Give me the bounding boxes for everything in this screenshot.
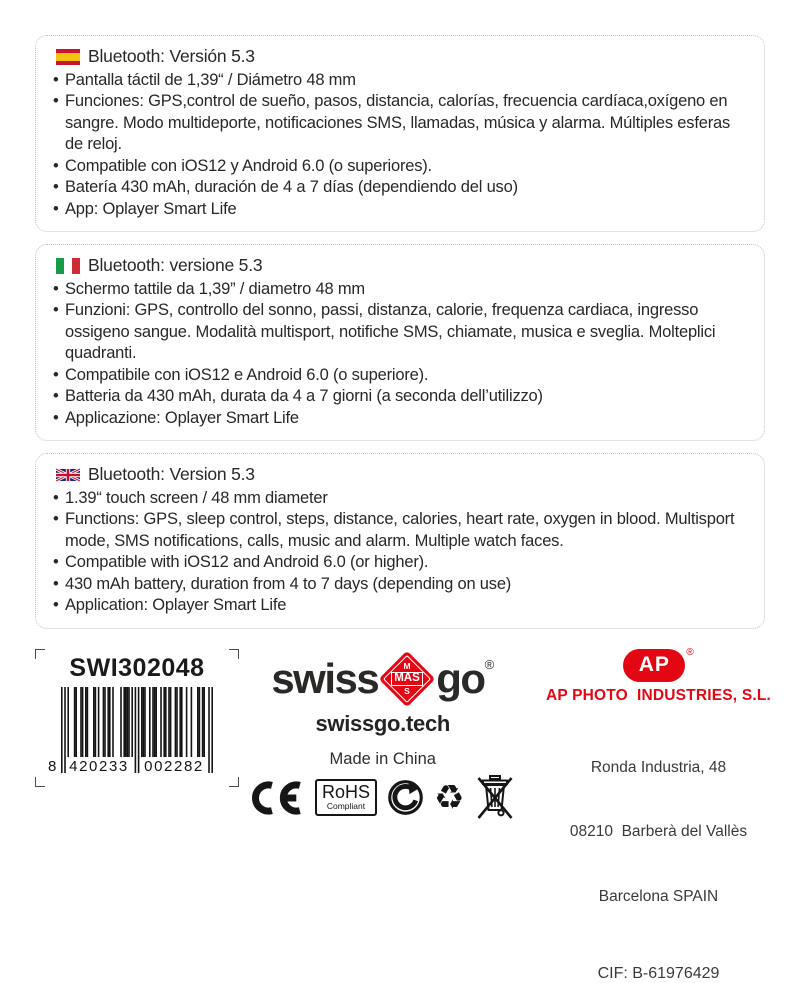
registered-mark: ® bbox=[485, 657, 495, 672]
sku-code: SWI302048 bbox=[43, 654, 231, 683]
spec-list bbox=[52, 70, 748, 221]
spec-bullet: • Schermo tattile da 1,39” / diametro 48 mm bbox=[52, 279, 748, 301]
spec-box-english bbox=[35, 453, 765, 629]
swissgo-domain: swissgo.tech bbox=[315, 711, 450, 737]
spec-bullet: • Compatibile con iOS12 e Android 6.0 (o superiore). bbox=[52, 365, 748, 387]
ap-logo bbox=[515, 649, 800, 682]
made-in-china-text: Made in China bbox=[330, 750, 436, 769]
spec-box-spanish bbox=[35, 35, 765, 232]
spec-bullet: • Batteria da 430 mAh, durata da 4 a 7 giorni (a seconda dell’utilizzo) bbox=[52, 386, 748, 408]
certification-icons bbox=[251, 774, 515, 822]
company-address bbox=[515, 715, 800, 950]
company-column bbox=[515, 649, 800, 983]
spec-bullet: • Application: Oplayer Smart Life bbox=[52, 595, 748, 617]
spec-header-english bbox=[56, 464, 748, 486]
spec-title: Bluetooth: Version 5.3 bbox=[88, 464, 255, 486]
uk-flag-icon bbox=[56, 467, 80, 483]
spec-header-italian bbox=[56, 255, 748, 277]
ce-mark-icon bbox=[251, 779, 305, 817]
spec-bullet: • Funciones: GPS,control de sueño, pasos, distancia, calorías, frecuencia cardíaca,oxígeno en sangre. Modo multideporte, notificaciones SMS, llamadas, música y alarma. Múltiples esferas de reloj. bbox=[52, 91, 748, 156]
spec-bullet: • 430 mAh battery, duration from 4 to 7 days (depending on use) bbox=[52, 574, 748, 596]
barcode-block bbox=[35, 649, 239, 787]
spec-bullet: • Compatible with iOS12 and Android 6.0 (or higher). bbox=[52, 552, 748, 574]
label-footer bbox=[35, 649, 765, 983]
spec-list bbox=[52, 279, 748, 430]
ean-digit-first: 8 bbox=[48, 758, 56, 775]
company-address-line1: Ronda Industria, 48 bbox=[515, 757, 800, 778]
company-cif: CIF: B-61976429 bbox=[515, 965, 800, 983]
spec-bullet: • App: Oplayer Smart Life bbox=[52, 199, 748, 221]
spec-bullet: • Applicazione: Oplayer Smart Life bbox=[52, 408, 748, 430]
spec-bullet: • Pantalla táctil de 1,39“ / Diámetro 48 mm bbox=[52, 70, 748, 92]
logo-word-swiss: swiss bbox=[271, 658, 378, 700]
spec-bullet: • 1.39“ touch screen / 48 mm diameter bbox=[52, 488, 748, 510]
spec-title: Bluetooth: Versión 5.3 bbox=[88, 46, 255, 68]
spain-flag-icon bbox=[56, 49, 80, 65]
spec-list bbox=[52, 488, 748, 617]
spec-bullet: • Batería 430 mAh, duración de 4 a 7 días (dependiendo del uso) bbox=[52, 177, 748, 199]
spec-bullet: • Funzioni: GPS, controllo del sonno, passi, distanza, calorie, frequenza cardiaca, ingresso ossigeno sangue. Modalità multisport, notifiche SMS, chiamate, musica e sveglia. Molteplici quadranti. bbox=[52, 300, 748, 365]
brand-column bbox=[251, 649, 515, 822]
crop-mark-icon bbox=[35, 649, 45, 659]
spec-header-spanish bbox=[56, 46, 748, 68]
swissgo-logo bbox=[271, 651, 494, 707]
weee-bin-icon bbox=[475, 774, 515, 822]
company-address-line3: Barcelona SPAIN bbox=[515, 886, 800, 907]
company-name: AP PHOTO INDUSTRIES, S.L. bbox=[515, 687, 800, 705]
italy-flag-icon bbox=[56, 258, 80, 274]
crop-mark-icon bbox=[35, 777, 45, 787]
barcode-column bbox=[35, 649, 251, 787]
spec-bullet: • Functions: GPS, sleep control, steps, distance, calories, heart rate, oxygen in blood. Multisport mode, SMS notifications, calls, music and alarm. Multiple watch faces. bbox=[52, 509, 748, 552]
ap-logo-pill: AP bbox=[623, 649, 685, 682]
recycle-icon: ♻ bbox=[434, 781, 464, 815]
registered-mark: ® bbox=[686, 647, 693, 658]
spec-title: Bluetooth: versione 5.3 bbox=[88, 255, 262, 277]
logo-word-go: go bbox=[436, 658, 484, 700]
ean-digits-left: 420233 bbox=[67, 758, 131, 775]
green-dot-icon bbox=[387, 779, 424, 816]
crop-mark-icon bbox=[229, 649, 239, 659]
ean-digits-right: 002282 bbox=[142, 758, 206, 775]
crop-mark-icon bbox=[229, 777, 239, 787]
mas-emblem-icon: M MAS S bbox=[379, 650, 436, 707]
spec-box-italian bbox=[35, 244, 765, 441]
spec-bullet: • Compatible con iOS12 y Android 6.0 (o superiores). bbox=[52, 156, 748, 178]
ean-barcode bbox=[48, 687, 226, 775]
company-address-line2: 08210 Barberà del Vallès bbox=[515, 821, 800, 842]
rohs-badge: RoHS Compliant bbox=[315, 779, 377, 816]
